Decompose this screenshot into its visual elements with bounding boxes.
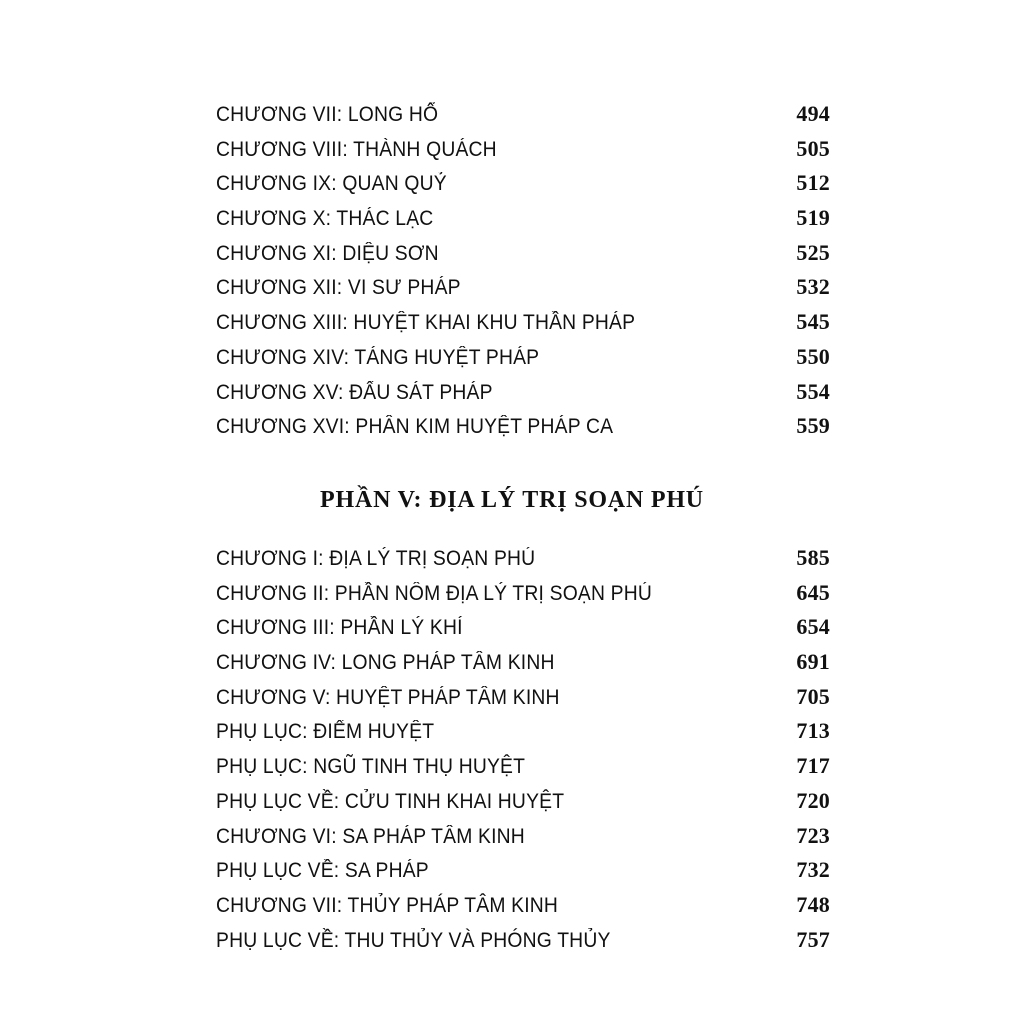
toc-entry [216,340,830,375]
toc-entry-page: 559 [796,413,830,439]
toc-entry-title: CHƯƠNG III: PHẦN LÝ KHÍ [216,616,463,640]
toc-entry [216,97,830,132]
toc-entry-title: PHỤ LỤC: ĐIỂM HUYỆT [216,720,435,744]
toc-entry-page: 554 [796,378,830,404]
toc-entry [216,201,830,236]
toc-entry-title: CHƯƠNG XIII: HUYỆT KHAI KHU THẦN PHÁP [216,311,636,335]
toc-entry [216,409,830,444]
toc-list-part-v [216,541,830,957]
toc-entry-page: 494 [796,101,830,126]
toc-entry-title: CHƯƠNG XIV: TÁNG HUYỆT PHÁP [216,345,540,369]
toc-entry-page: 512 [796,170,830,196]
toc-entry [216,853,830,888]
toc-entry-page: 645 [796,579,830,605]
toc-entry [216,132,830,167]
toc-entry-title: PHỤ LỤC VỀ: CỬU TINH KHAI HUYỆT [216,789,565,813]
toc-entry-page: 585 [796,545,830,570]
toc-entry-title: CHƯƠNG XVI: PHÂN KIM HUYỆT PHÁP CA [216,415,614,439]
toc-entry-page: 691 [796,649,830,675]
toc-entry-page: 748 [796,891,830,917]
toc-entry [216,541,830,576]
toc-entry [216,749,830,784]
toc-entry [216,714,830,749]
toc-entry-page: 713 [796,718,830,744]
toc-entry-page: 550 [796,343,830,369]
toc-entry-page: 654 [796,614,830,640]
toc-entry [216,610,830,645]
toc-entry-title: CHƯƠNG XII: VI SƯ PHÁP [216,276,461,300]
toc-entry [216,270,830,305]
toc-entry-title: CHƯƠNG II: PHẦN NÔM ĐỊA LÝ TRỊ SOẠN PHÚ [216,581,653,605]
toc-entry-page: 757 [796,926,830,952]
toc-entry-page: 717 [796,753,830,779]
toc-entry-title: CHƯƠNG VII: THỦY PHÁP TÂM KINH [216,893,559,917]
toc-entry-title: CHƯƠNG XI: DIỆU SƠN [216,241,439,265]
toc-entry-title: CHƯƠNG XV: ĐẤU SÁT PHÁP [216,380,493,404]
toc-entry [216,923,830,958]
toc-entry-page: 545 [796,309,830,335]
toc-entry-title: PHỤ LỤC: NGŨ TINH THỤ HUYỆT [216,755,526,779]
toc-list-part-iv [216,97,830,444]
toc-entry-page: 720 [796,787,830,813]
toc-entry [216,375,830,410]
toc-entry-title: CHƯƠNG I: ĐỊA LÝ TRỊ SOẠN PHÚ [216,547,536,570]
toc-entry [216,680,830,715]
toc-entry-title: CHƯƠNG VI: SA PHÁP TÂM KINH [216,824,525,848]
toc-entry-page: 525 [796,239,830,265]
toc-entry [216,819,830,854]
toc-entry-page: 705 [796,683,830,709]
toc-entry [216,166,830,201]
toc-entry-title: CHƯƠNG IX: QUAN QUỶ [216,172,447,196]
toc-entry-title: CHƯƠNG IV: LONG PHÁP TÂM KINH [216,651,555,675]
toc-entry [216,305,830,340]
toc-entry-page: 723 [796,822,830,848]
toc-entry-title: CHƯƠNG V: HUYỆT PHÁP TÂM KINH [216,685,560,709]
part-heading: PHẦN V: ĐỊA LÝ TRỊ SOẠN PHÚ [320,487,704,513]
toc-entry [216,888,830,923]
toc-entry [216,645,830,680]
toc-entry-page: 505 [796,135,830,161]
toc-entry-page: 532 [796,274,830,300]
toc-entry-title: CHƯƠNG VII: LONG HỔ [216,103,439,126]
toc-entry-title: PHỤ LỤC VỀ: SA PHÁP [216,859,429,883]
toc-entry [216,236,830,271]
toc-entry-page: 519 [796,205,830,231]
toc-entry [216,576,830,611]
toc-entry-title: CHƯƠNG VIII: THÀNH QUÁCH [216,137,497,161]
toc-entry-title: PHỤ LỤC VỀ: THU THỦY VÀ PHÓNG THỦY [216,928,611,952]
toc-entry-page: 732 [796,857,830,883]
toc-entry-title: CHƯƠNG X: THÁC LẠC [216,207,434,231]
toc-entry [216,784,830,819]
